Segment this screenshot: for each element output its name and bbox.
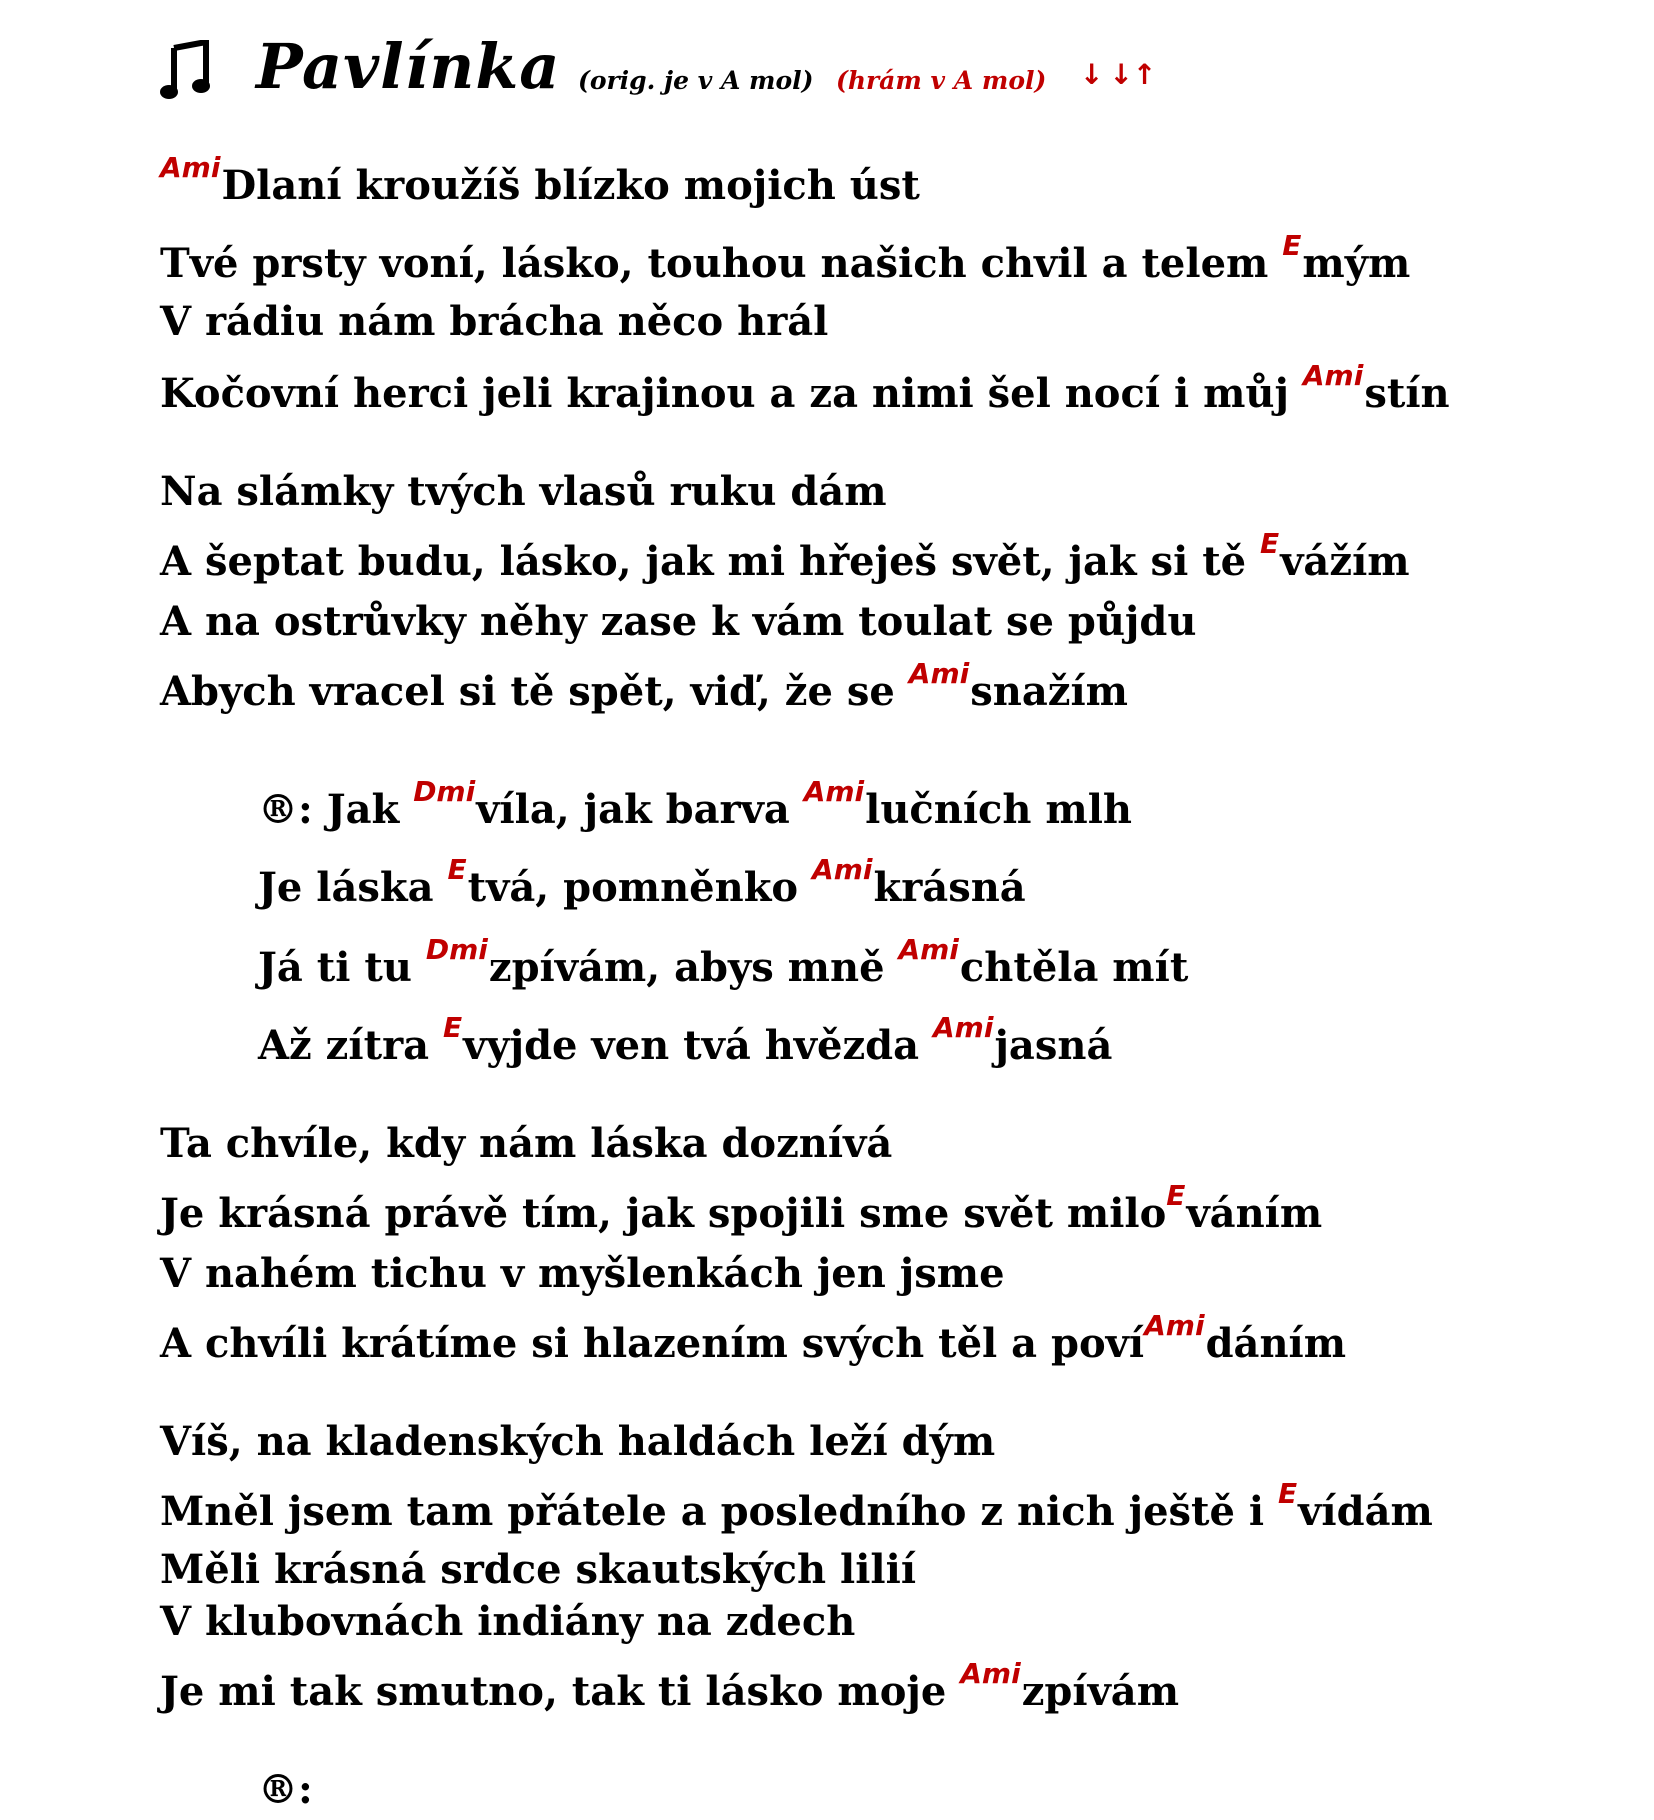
lyric-line <box>160 1250 1005 1297</box>
lyric-text: vážím <box>1280 538 1410 585</box>
chord: E <box>1260 527 1280 560</box>
chord: Ami <box>908 657 970 690</box>
lyric-line <box>160 1598 855 1645</box>
chord: Ami <box>898 933 959 966</box>
chord: Ami <box>160 151 221 184</box>
lyric-text: tvá, pomněnko <box>467 864 813 911</box>
lyric-text: Je krásná právě tím, jak spojili sme svět milo <box>160 1190 1167 1237</box>
chord: Ami <box>803 775 865 808</box>
refrain-line <box>258 853 1026 911</box>
lyric-text: Mněl jsem tam přátele a posledního z nich ještě i <box>160 1488 1279 1535</box>
lyric-text: dáním <box>1205 1320 1347 1367</box>
lyric-text: A šeptat budu, lásko, jak mi hřeješ svět, jak si tě <box>160 538 1261 585</box>
chord: Ami <box>1144 1309 1205 1342</box>
lyric-text: ®: Jak <box>258 786 414 833</box>
lyric-line <box>160 1418 995 1465</box>
transpose-down-button[interactable]: ↓ <box>1080 58 1104 91</box>
chord: E <box>442 1011 463 1044</box>
lyric-text: lučních mlh <box>865 786 1133 833</box>
refrain-mark: ®: <box>258 1766 313 1813</box>
lyric-line <box>160 527 1410 585</box>
lyric-text: Je láska <box>258 864 448 911</box>
lyric-text: Až zítra <box>258 1022 443 1069</box>
lyric-line <box>160 468 887 515</box>
lyric-text: Na slámky tvých vlasů ruku dám <box>160 468 887 515</box>
lyric-text: V nahém tichu v myšlenkách jen jsme <box>160 1250 1005 1297</box>
lyric-line <box>160 1657 1180 1715</box>
lyric-text: Abych vracel si tě spět, viď, že se <box>160 668 909 715</box>
chord: Ami <box>933 1011 994 1044</box>
lyric-text: zpívám, abys mně <box>488 944 899 991</box>
transpose-controls <box>1080 58 1162 91</box>
lyric-text: Je mi tak smutno, tak ti lásko moje <box>160 1668 961 1715</box>
lyric-text: vyjde ven tvá hvězda <box>463 1022 933 1069</box>
refrain-line <box>258 933 1189 991</box>
chord: Dmi <box>413 775 476 808</box>
chord: E <box>1282 229 1302 262</box>
lyric-text: zpívám <box>1021 1668 1180 1715</box>
lyric-text: vídám <box>1298 1488 1433 1535</box>
music-note-icon <box>160 40 212 102</box>
chord: Ami <box>960 1657 1021 1690</box>
playing-key: (hrám v A mol) <box>836 66 1047 95</box>
lyric-text: Tvé prsty voní, lásko, touhou našich chvil a telem <box>160 240 1283 287</box>
lyric-line <box>160 598 1196 645</box>
lyric-line <box>160 1477 1433 1535</box>
lyric-text: jasná <box>994 1022 1113 1069</box>
lyric-text: váním <box>1186 1190 1323 1237</box>
lyric-text: Ta chvíle, kdy nám láska doznívá <box>160 1120 893 1167</box>
chord: Ami <box>812 853 873 886</box>
chord: E <box>1278 1477 1298 1510</box>
chord: Dmi <box>425 933 488 966</box>
chord: Ami <box>1302 359 1364 392</box>
refrain-line <box>258 775 1133 833</box>
lyric-text: A na ostrůvky něhy zase k vám toulat se půjdu <box>160 598 1197 645</box>
lyric-line <box>160 359 1450 417</box>
lyric-line <box>160 229 1411 287</box>
lyric-line <box>160 1546 916 1593</box>
lyric-text: V klubovnách indiány na zdech <box>160 1598 856 1645</box>
lyric-text: stín <box>1364 370 1450 417</box>
lyric-text: Dlaní kroužíš blízko mojich úst <box>221 162 920 209</box>
chord: E <box>447 853 467 886</box>
lyric-text: mým <box>1302 240 1411 287</box>
lyric-text: V rádiu nám brácha něco hrál <box>160 298 829 345</box>
lyric-text: krásná <box>873 864 1026 911</box>
lyric-text: víla, jak barva <box>476 786 804 833</box>
lyric-line <box>160 1120 892 1167</box>
lyric-text: Já ti tu <box>258 944 426 991</box>
lyric-line <box>160 1179 1323 1237</box>
lyric-line <box>160 151 920 209</box>
lyric-line <box>160 657 1128 715</box>
refrain-line <box>258 1011 1113 1069</box>
lyric-text: chtěla mít <box>959 944 1189 991</box>
chord: E <box>1166 1179 1186 1212</box>
lyric-text: Víš, na kladenských haldách leží dým <box>160 1418 996 1465</box>
lyric-text: snažím <box>970 668 1128 715</box>
lyric-text: Kočovní herci jeli krajinou a za nimi šel nocí i můj <box>160 370 1303 417</box>
lyric-line <box>160 298 828 345</box>
original-key: (orig. je v A mol) <box>578 66 814 95</box>
lyric-line <box>160 1309 1347 1367</box>
transpose-toggle-button[interactable]: ↓↑ <box>1109 58 1157 91</box>
song-title: Pavlínka <box>256 30 561 103</box>
lyric-text: Měli krásná srdce skautských lilií <box>160 1546 917 1593</box>
lyric-text: A chvíli krátíme si hlazením svých těl a poví <box>160 1320 1145 1367</box>
